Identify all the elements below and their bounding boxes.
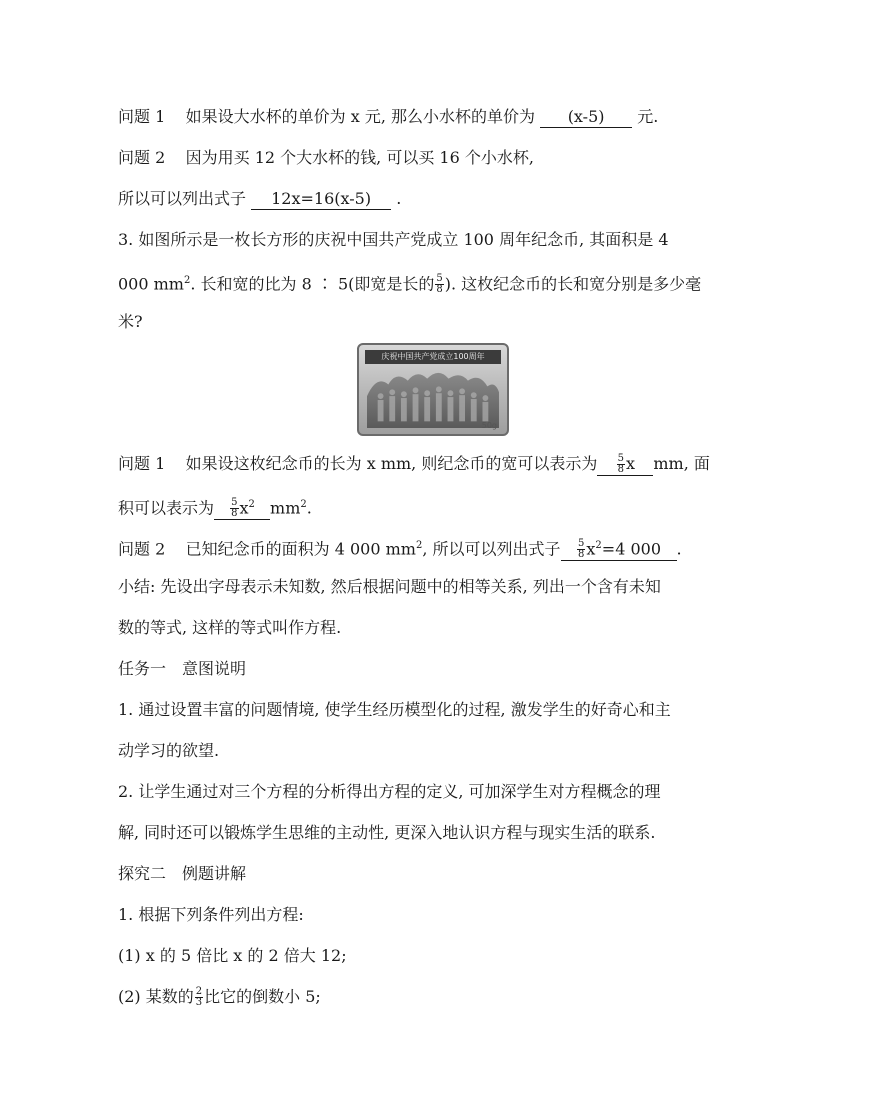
question-1-price (118, 106, 658, 128)
superscript: 2 (300, 499, 307, 510)
question-label: 问题 2 (118, 148, 166, 167)
intent-text: 2. 让学生通过对三个方程的分析得出方程的定义, 可加深学生对方程概念的理 (118, 782, 661, 801)
fraction-denominator: 8 (578, 549, 585, 561)
question-text-end: . (306, 498, 312, 518)
question-text: 所以可以列出式子 (118, 189, 247, 208)
question-label: 问题 1 (118, 107, 166, 126)
example-text: (1) x 的 5 倍比 x 的 2 倍大 12; (118, 946, 347, 965)
answer-blank: 12x=16(x-5) (251, 189, 391, 210)
problem-text: ). 这枚纪念币的长和宽分别是多少毫 (444, 274, 702, 294)
intent-2-line-2 (118, 822, 655, 844)
problem-text: 3. 如图所示是一枚长方形的庆祝中国共产党成立 100 周年纪念币, 其面积是 4 (118, 230, 669, 249)
question-label: 问题 1 (118, 454, 166, 473)
question-1-area-line (118, 494, 312, 520)
section-heading: 任务一 意图说明 (118, 659, 247, 678)
example-text: 比它的倒数小 5; (204, 987, 321, 1006)
fraction-denominator: 8 (436, 284, 443, 296)
superscript: 2 (183, 275, 191, 286)
summary-line-1 (118, 576, 661, 598)
summary-line-2 (118, 617, 341, 639)
problem-text: 米? (118, 312, 143, 331)
fraction (195, 987, 203, 1008)
answer-blank: (x-5) (540, 107, 632, 128)
question-label: 问题 2 (118, 539, 166, 559)
fraction-numerator: 5 (436, 273, 443, 285)
question-1-width (118, 453, 710, 476)
summary-text: 小结: 先设出字母表示未知数, 然后根据问题中的相等关系, 列出一个含有未知 (118, 577, 661, 596)
problem-text: . 长和宽的比为 8 ∶ 5(即宽是长的 (190, 274, 435, 294)
example-item-1 (118, 945, 347, 967)
explore-2-heading (118, 863, 246, 885)
intent-2-line-1 (118, 781, 661, 803)
intent-text: 1. 通过设置丰富的问题情境, 使学生经历模型化的过程, 激发学生的好奇心和主 (118, 700, 671, 719)
answer-blank (214, 495, 270, 520)
question-2-area (118, 535, 682, 561)
fraction-numerator: 5 (231, 497, 238, 509)
fraction (435, 274, 443, 295)
fraction-denominator: 3 (195, 997, 203, 1008)
intent-text: 动学习的欲望. (118, 741, 220, 760)
fraction-numerator: 5 (578, 538, 585, 550)
question-text-end: . (396, 189, 402, 208)
example-text: 1. 根据下列条件列出方程: (118, 905, 304, 924)
fraction-numerator: 5 (617, 453, 625, 464)
answer-blank (597, 454, 653, 476)
problem-3-line-2 (118, 270, 701, 295)
superscript: 2 (415, 540, 423, 551)
unit-text: mm (270, 498, 301, 518)
intent-1-line-2 (118, 740, 219, 762)
answer-blank (561, 536, 677, 561)
answer-variable: x (586, 539, 596, 559)
section-heading: 探究二 例题讲解 (118, 864, 247, 883)
fraction-denominator: 8 (231, 508, 238, 520)
question-text: 积可以表示为 (118, 498, 215, 518)
problem-3-line-3 (118, 311, 143, 333)
question-text: 因为用买 12 个大水杯的钱, 可以买 16 个小水杯, (185, 148, 534, 167)
intent-1-line-1 (118, 699, 671, 721)
summary-text: 数的等式, 这样的等式叫作方程. (118, 618, 342, 637)
question-text-end: . (676, 539, 682, 559)
problem-3-line-1 (118, 229, 669, 251)
question-text-end: 元. (637, 107, 659, 126)
intent-text: 解, 同时还可以锻炼学生思维的主动性, 更深入地认识方程与现实生活的联系. (118, 823, 656, 842)
question-text: 如果设这枚纪念币的长为 x mm, 则纪念币的宽可以表示为 (185, 454, 598, 473)
coin-weight-mark: 50g (481, 421, 497, 430)
examples-intro (118, 904, 304, 926)
question-text: 已知纪念币的面积为 4 000 mm (185, 539, 416, 559)
fraction (230, 498, 238, 519)
example-item-2 (118, 986, 321, 1008)
question-2-equation-line (118, 188, 401, 210)
coin-banner: 庆祝中国共产党成立100周年 (365, 350, 501, 364)
fraction-denominator: 8 (617, 464, 625, 475)
answer-rest: =4 000 (601, 539, 662, 559)
problem-text: 000 mm (118, 274, 184, 294)
fraction-numerator: 2 (195, 986, 203, 997)
fraction (617, 454, 625, 475)
question-text: 如果设大水杯的单价为 x 元, 那么小水杯的单价为 (185, 107, 535, 126)
fraction (577, 539, 585, 560)
answer-variable: x (239, 498, 249, 518)
question-2-cups (118, 147, 534, 169)
question-text: , 所以可以列出式子 (422, 539, 561, 559)
answer-variable: x (626, 454, 636, 473)
coin-relief-figures (367, 367, 499, 428)
example-text: (2) 某数的 (118, 987, 194, 1006)
task-1-heading (118, 658, 246, 680)
superscript: 2 (248, 499, 255, 510)
question-text-end: mm, 面 (653, 454, 710, 473)
superscript: 2 (595, 540, 602, 551)
commemorative-coin-image (357, 343, 509, 436)
